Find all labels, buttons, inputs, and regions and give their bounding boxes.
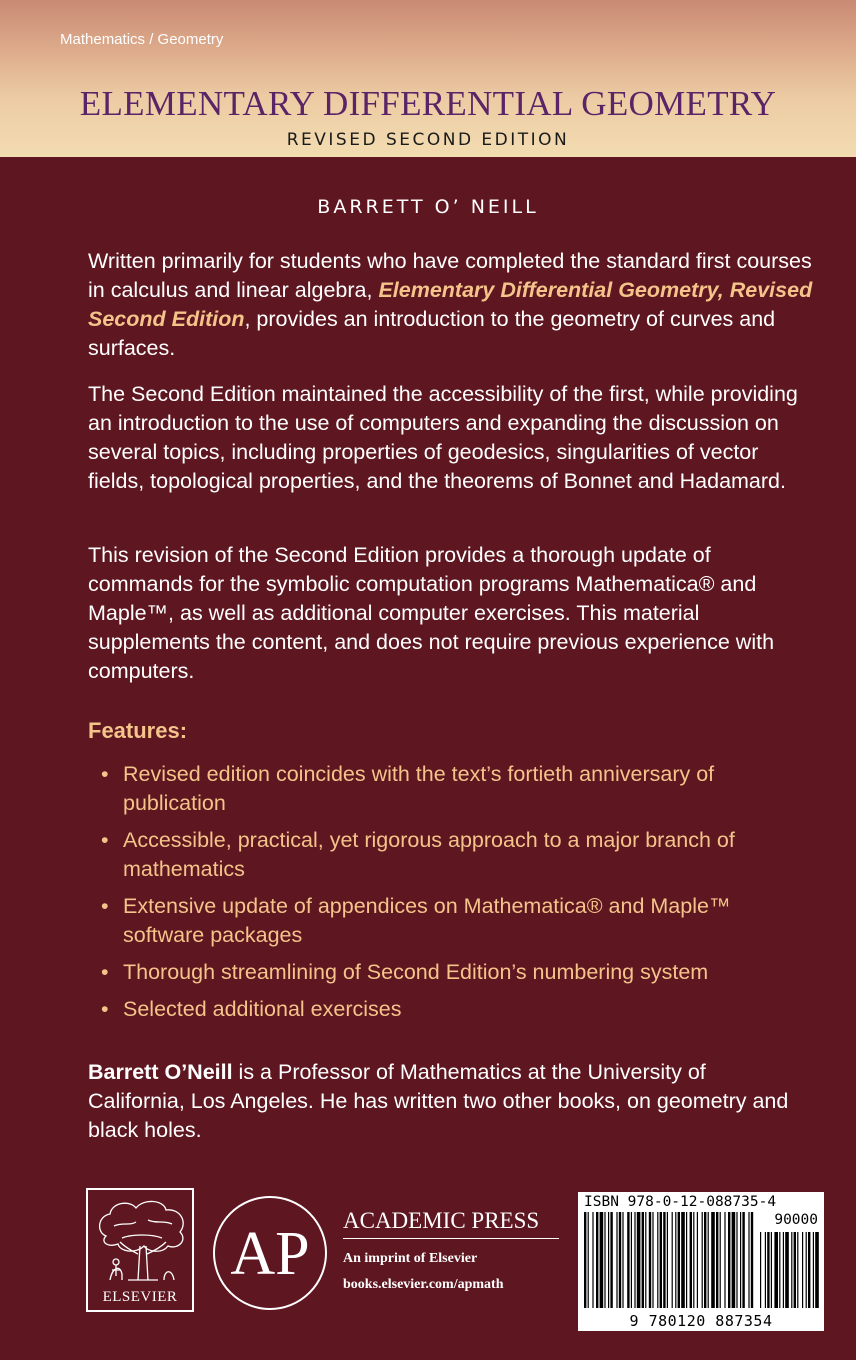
book-title-highlight: Elementary Differential Geometry, Revised Second Edition [88, 278, 813, 331]
description-paragraph-3: This revision of the Second Edition provides a thorough update of commands for the symbolic computation programs Mathematica® and Maple™, as well as additional computer exercises. This material supplements the content, and does not require previous experience with computers. [88, 543, 775, 683]
barcode-addon-bar [802, 1232, 803, 1308]
barcode-bar [736, 1212, 737, 1308]
barcode-bar [610, 1212, 612, 1308]
barcode-bar [584, 1212, 586, 1308]
barcode-bar [657, 1212, 658, 1308]
barcode-addon: 90000 [774, 1212, 818, 1228]
barcode-bar [627, 1212, 629, 1308]
description-text: Written primarily for students who have completed the standard first courses in calculus and linear algebra, [88, 249, 812, 302]
barcode-bar [751, 1212, 753, 1308]
barcode-bar [716, 1212, 718, 1308]
feature-item: • Selected additional exercises [101, 995, 801, 1024]
barcode-addon-bar [767, 1232, 769, 1308]
barcode-addon-bar [808, 1232, 810, 1308]
barcode-addon-bar [813, 1232, 814, 1308]
category-label: Mathematics / Geometry [60, 31, 224, 48]
barcode-bar [690, 1212, 692, 1308]
publisher-name: ACADEMIC PRESS [343, 1208, 540, 1233]
barcode-bar [616, 1212, 617, 1308]
barcode-bar [631, 1212, 632, 1308]
barcode-addon-bar [779, 1232, 780, 1308]
isbn-barcode [578, 1192, 824, 1331]
barcode-addon-bar [794, 1232, 796, 1308]
feature-item: • Extensive update of appendices on Mathematica® and Maple™ software packages [101, 892, 801, 950]
barcode-bar [642, 1212, 644, 1308]
barcode-addon-bar [765, 1232, 766, 1308]
barcode-addon-bar [771, 1232, 772, 1308]
barcode-bar [608, 1212, 609, 1308]
barcode-bar [748, 1212, 749, 1308]
description-paragraph-2: The Second Edition maintained the accessibility of the first, while providing an introduction to the use of computers and expanding the discussion on several topics, including properties of geodesics, singularities of vector fields, topological properties, and the theorems of Bonnet and Hadamard. [88, 382, 798, 493]
barcode-bar [634, 1212, 635, 1308]
barcode-bar [619, 1212, 621, 1308]
bio-author-name: Barrett O’Neill [88, 1060, 233, 1084]
book-title: ELEMENTARY DIFFERENTIAL GEOMETRY [79, 84, 777, 123]
barcode-bar [740, 1212, 741, 1308]
barcode-bar [672, 1212, 673, 1308]
barcode-bar [708, 1212, 709, 1308]
barcode-bar [728, 1212, 730, 1308]
barcode-bar [637, 1212, 641, 1308]
bio-text: is a Professor of Mathematics at the University of California, Los Angeles. He has written two other books, on geometry and black holes. [88, 1060, 789, 1142]
barcode-bar [724, 1212, 725, 1308]
barcode-bar [704, 1212, 706, 1308]
barcode-bar [686, 1212, 687, 1308]
barcode-bar [720, 1212, 721, 1308]
features-heading: Features: [88, 718, 188, 743]
barcode-addon-bar [760, 1232, 761, 1308]
barcode-bar [678, 1212, 680, 1308]
publisher-url: books.elsevier.com/apmath [343, 1277, 504, 1292]
barcode-bar [649, 1212, 651, 1308]
barcode-bar [693, 1212, 694, 1308]
barcode-addon-bar [791, 1232, 792, 1308]
barcode-bar [600, 1212, 604, 1308]
author-name: BARRETT O’ NEILL [317, 196, 539, 218]
barcode-bar [742, 1212, 744, 1308]
barcode-bar [702, 1212, 703, 1308]
barcode-addon-bar [785, 1232, 789, 1308]
barcode-addon-bar [774, 1232, 778, 1308]
barcode-addon-bar [806, 1232, 807, 1308]
academic-press-logo [211, 1194, 329, 1312]
barcode-bar [663, 1212, 665, 1308]
edition-label: REVISED SECOND EDITION [286, 130, 570, 150]
elsevier-logo [86, 1188, 194, 1312]
barcode-bar [588, 1212, 589, 1308]
barcode-bar [667, 1212, 668, 1308]
description-paragraph-1 [88, 247, 818, 363]
barcode-bar [652, 1212, 653, 1308]
barcode-addon-bar [815, 1232, 819, 1308]
feature-item: • Revised edition coincides with the text’s fortieth anniversary of publication [101, 760, 801, 818]
barcode-bar [592, 1212, 593, 1308]
publisher-imprint: An imprint of Elsevier [343, 1251, 478, 1266]
barcode-bar [697, 1212, 698, 1308]
ean-number: 9 780120 887354 [629, 1312, 773, 1330]
publisher-divider [343, 1238, 559, 1239]
barcode-addon-bar [783, 1232, 784, 1308]
feature-item: • Accessible, practical, yet rigorous approach to a major branch of mathematics [101, 826, 801, 884]
barcode-addon-bar [797, 1232, 798, 1308]
isbn-number: ISBN 978-0-12-088735-4 [584, 1194, 777, 1210]
elsevier-label: ELSEVIER [102, 1289, 178, 1305]
barcode-bar [622, 1212, 623, 1308]
author-bio [88, 1058, 808, 1145]
barcode-bar [604, 1212, 605, 1308]
elsevier-tree-icon [92, 1194, 192, 1286]
barcode-bar [711, 1212, 715, 1308]
barcode-bar [681, 1212, 685, 1308]
barcode-bar [596, 1212, 598, 1308]
ap-monogram: AP [230, 1220, 310, 1288]
barcode-bar [732, 1212, 736, 1308]
features-list [101, 760, 801, 1032]
barcode-bar [675, 1212, 676, 1308]
feature-item: • Thorough streamlining of Second Edition’s numbering system [101, 958, 801, 987]
barcode-bar [660, 1212, 662, 1308]
barcode-bar [645, 1212, 646, 1308]
description-text: , provides an introduction to the geometry of curves and surfaces. [88, 307, 776, 360]
cover-header-band [0, 0, 856, 157]
